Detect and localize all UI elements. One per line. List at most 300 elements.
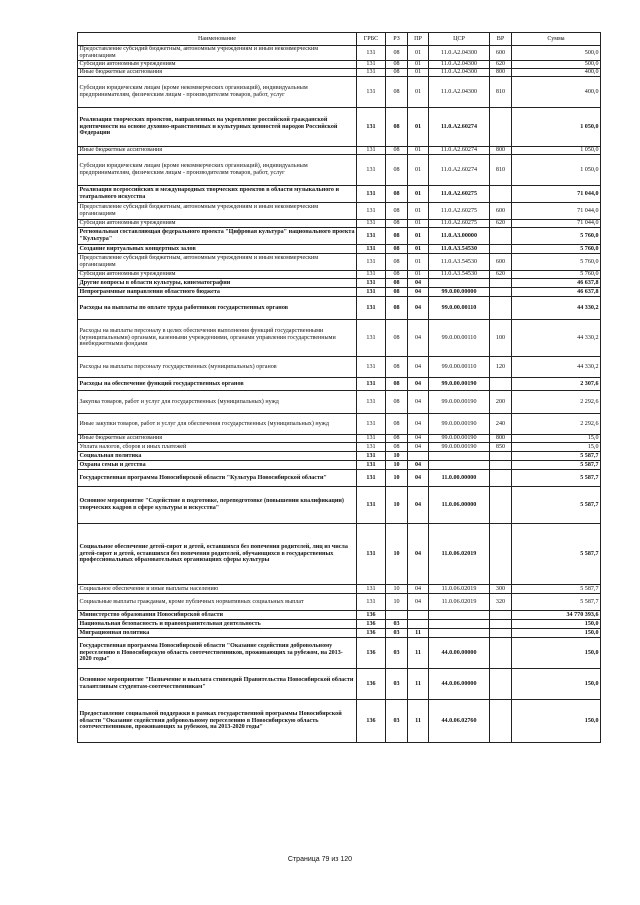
cell-name: Предоставление субсидий бюджетным, автономным учреждениям и иным некоммерческим организациям	[78, 203, 357, 220]
cell-grbs: 131	[357, 271, 386, 279]
cell-rz: 03	[386, 669, 408, 700]
cell-rz: 10	[386, 461, 408, 470]
cell-rz: 08	[386, 228, 408, 245]
cell-grbs: 131	[357, 254, 386, 271]
cell-sum: 46 637,8	[512, 288, 601, 297]
cell-vr	[490, 487, 512, 524]
table-header-row	[78, 33, 601, 46]
table-row	[78, 69, 601, 77]
cell-vr	[490, 524, 512, 585]
cell-grbs: 131	[357, 228, 386, 245]
cell-pr	[408, 452, 429, 461]
cell-grbs: 131	[357, 378, 386, 391]
cell-csr: 11.0.06.02019	[429, 524, 490, 585]
table-row	[78, 245, 601, 254]
cell-grbs: 131	[357, 288, 386, 297]
cell-pr: 01	[408, 254, 429, 271]
table-row	[78, 203, 601, 220]
cell-name: Предоставление социальной поддержки в рамках государственной программы Новосибирской области "Оказание содействия добровольному переселению в Новосибирскую область соотечественников, проживающих за рубежом, на 2013-2020 годы"	[78, 700, 357, 743]
cell-sum: 5 760,0	[512, 254, 601, 271]
cell-sum: 150,0	[512, 629, 601, 638]
cell-csr: 11.0.A2.60275	[429, 186, 490, 203]
col-header-sum: Сумма	[512, 33, 601, 46]
cell-name: Расходы на обеспечение функций государственных органов	[78, 378, 357, 391]
cell-vr	[490, 620, 512, 629]
cell-pr: 04	[408, 470, 429, 487]
cell-sum: 71 044,0	[512, 186, 601, 203]
cell-csr: 99.0.00.00110	[429, 357, 490, 378]
cell-csr: 99.0.00.00190	[429, 391, 490, 414]
cell-sum: 15,0	[512, 435, 601, 443]
cell-name: Иные бюджетные ассигнования	[78, 435, 357, 443]
cell-sum: 5 587,7	[512, 594, 601, 611]
cell-vr	[490, 611, 512, 620]
cell-grbs: 131	[357, 61, 386, 69]
col-header-rz: РЗ	[386, 33, 408, 46]
cell-csr: 99.0.00.00190	[429, 435, 490, 443]
cell-sum: 2 292,6	[512, 414, 601, 435]
cell-grbs: 131	[357, 524, 386, 585]
cell-pr: 04	[408, 435, 429, 443]
cell-name: Субсидии автономным учреждениям	[78, 271, 357, 279]
cell-vr	[490, 297, 512, 320]
cell-name: Другие вопросы в области культуры, кинематографии	[78, 279, 357, 288]
cell-rz: 10	[386, 585, 408, 594]
cell-sum: 1 050,0	[512, 108, 601, 147]
cell-pr: 04	[408, 487, 429, 524]
cell-pr: 01	[408, 46, 429, 61]
cell-rz: 08	[386, 245, 408, 254]
table-row	[78, 378, 601, 391]
cell-csr	[429, 620, 490, 629]
cell-grbs: 131	[357, 69, 386, 77]
cell-pr: 01	[408, 186, 429, 203]
cell-rz: 03	[386, 638, 408, 669]
cell-sum: 44 330,2	[512, 320, 601, 357]
cell-name: Субсидии автономным учреждениям	[78, 61, 357, 69]
cell-pr: 11	[408, 638, 429, 669]
cell-sum: 5 587,7	[512, 452, 601, 461]
table-row	[78, 46, 601, 61]
cell-pr: 01	[408, 147, 429, 155]
cell-vr: 800	[490, 435, 512, 443]
cell-pr	[408, 620, 429, 629]
cell-name: Предоставление субсидий бюджетным, автономным учреждениям и иным некоммерческим организациям	[78, 46, 357, 61]
cell-name: Охрана семьи и детства	[78, 461, 357, 470]
table-row	[78, 320, 601, 357]
cell-name: Субсидии юридическим лицам (кроме некоммерческих организаций), индивидуальным предпринимателям, физическим лицам - производителям товаров, работ, услуг	[78, 155, 357, 186]
cell-sum: 150,0	[512, 700, 601, 743]
cell-csr: 11.0.A2.60274	[429, 108, 490, 147]
cell-rz: 08	[386, 271, 408, 279]
cell-name: Министерство образования Новосибирской области	[78, 611, 357, 620]
cell-pr: 04	[408, 594, 429, 611]
cell-grbs: 136	[357, 611, 386, 620]
cell-grbs: 131	[357, 155, 386, 186]
cell-sum: 34 770 393,6	[512, 611, 601, 620]
cell-csr: 99.0.00.00190	[429, 414, 490, 435]
cell-sum: 5 760,0	[512, 228, 601, 245]
cell-vr	[490, 279, 512, 288]
cell-grbs: 131	[357, 77, 386, 108]
cell-name: Национальная безопасность и правоохранительная деятельность	[78, 620, 357, 629]
cell-rz: 08	[386, 77, 408, 108]
cell-vr: 320	[490, 594, 512, 611]
cell-rz: 10	[386, 470, 408, 487]
cell-pr: 11	[408, 669, 429, 700]
cell-name: Иные бюджетные ассигнования	[78, 147, 357, 155]
cell-pr: 01	[408, 155, 429, 186]
cell-vr	[490, 470, 512, 487]
table-row	[78, 155, 601, 186]
cell-vr: 850	[490, 443, 512, 452]
cell-sum: 400,0	[512, 69, 601, 77]
table-row	[78, 220, 601, 228]
cell-rz: 08	[386, 61, 408, 69]
cell-sum: 5 587,7	[512, 585, 601, 594]
table-row	[78, 487, 601, 524]
cell-vr	[490, 288, 512, 297]
cell-sum: 400,0	[512, 77, 601, 108]
cell-csr: 99.0.00.00190	[429, 443, 490, 452]
cell-vr	[490, 461, 512, 470]
cell-sum: 5 760,0	[512, 245, 601, 254]
cell-grbs: 131	[357, 585, 386, 594]
cell-vr: 600	[490, 46, 512, 61]
table-row	[78, 254, 601, 271]
cell-name: Основное мероприятие "Содействие в подготовке, переподготовке (повышении квалификации) творческих кадров в сфере культуры и искусства"	[78, 487, 357, 524]
cell-grbs: 131	[357, 461, 386, 470]
cell-name: Иные закупки товаров, работ и услуг для обеспечения государственных (муниципальных) нужд	[78, 414, 357, 435]
cell-rz: 08	[386, 203, 408, 220]
cell-sum: 2 292,6	[512, 391, 601, 414]
cell-sum: 5 587,7	[512, 470, 601, 487]
cell-csr	[429, 629, 490, 638]
cell-pr: 04	[408, 524, 429, 585]
cell-pr: 01	[408, 77, 429, 108]
cell-sum: 2 307,6	[512, 378, 601, 391]
cell-rz: 08	[386, 46, 408, 61]
cell-pr: 04	[408, 279, 429, 288]
cell-rz: 10	[386, 594, 408, 611]
cell-csr	[429, 279, 490, 288]
cell-name: Социальное обеспечение и иные выплаты населению	[78, 585, 357, 594]
cell-csr: 99.0.00.00110	[429, 297, 490, 320]
cell-csr: 11.0.A2.60275	[429, 203, 490, 220]
cell-csr: 11.0.A3.54530	[429, 245, 490, 254]
cell-grbs: 131	[357, 46, 386, 61]
cell-csr: 44.0.06.02760	[429, 700, 490, 743]
cell-rz: 03	[386, 620, 408, 629]
cell-pr: 01	[408, 69, 429, 77]
cell-rz: 08	[386, 254, 408, 271]
cell-csr: 11.0.06.02019	[429, 594, 490, 611]
cell-csr: 11.0.00.00000	[429, 470, 490, 487]
table-row	[78, 186, 601, 203]
cell-grbs: 131	[357, 245, 386, 254]
cell-csr: 11.0.A3.54530	[429, 271, 490, 279]
cell-vr: 620	[490, 271, 512, 279]
cell-csr: 11.0.A3.00000	[429, 228, 490, 245]
cell-grbs: 131	[357, 186, 386, 203]
cell-name: Государственная программа Новосибирской области "Оказание содействия добровольному переселению в Новосибирскую область соотечественников, проживающих за рубежом, на 2013-2020 годы"	[78, 638, 357, 669]
table-row	[78, 594, 601, 611]
cell-rz: 08	[386, 443, 408, 452]
cell-pr: 11	[408, 629, 429, 638]
col-header-vr: ВР	[490, 33, 512, 46]
cell-grbs: 131	[357, 203, 386, 220]
cell-name: Закупка товаров, работ и услуг для государственных (муниципальных) нужд	[78, 391, 357, 414]
cell-rz: 08	[386, 69, 408, 77]
cell-vr	[490, 669, 512, 700]
cell-rz: 08	[386, 320, 408, 357]
cell-rz: 03	[386, 700, 408, 743]
cell-csr	[429, 461, 490, 470]
cell-name: Расходы на выплаты по оплате труда работников государственных органов	[78, 297, 357, 320]
table-row	[78, 669, 601, 700]
cell-name: Реализация творческих проектов, направленных на укрепление российской гражданской идентичности на основе духовно-нравственных и культурных ценностей народов Российской Федерации	[78, 108, 357, 147]
cell-pr: 04	[408, 585, 429, 594]
cell-pr: 04	[408, 414, 429, 435]
cell-csr: 11.0.06.02019	[429, 585, 490, 594]
cell-name: Непрограммные направления областного бюджета	[78, 288, 357, 297]
cell-rz: 08	[386, 414, 408, 435]
cell-grbs: 136	[357, 700, 386, 743]
cell-grbs: 131	[357, 391, 386, 414]
cell-rz: 10	[386, 524, 408, 585]
cell-sum: 5 587,7	[512, 487, 601, 524]
table-row	[78, 452, 601, 461]
cell-name: Социальная политика	[78, 452, 357, 461]
cell-name: Расходы на выплаты персоналу в целях обеспечения выполнения функций государственными (муниципальными) органами, казенными учреждениями, органами управления государственными внебюджетными фондами	[78, 320, 357, 357]
cell-sum: 5 587,7	[512, 461, 601, 470]
cell-grbs: 131	[357, 452, 386, 461]
cell-sum: 15,0	[512, 443, 601, 452]
cell-csr: 11.0.A2.04300	[429, 61, 490, 69]
table-row	[78, 470, 601, 487]
cell-vr: 300	[490, 585, 512, 594]
table-row	[78, 435, 601, 443]
cell-sum: 44 330,2	[512, 357, 601, 378]
cell-sum: 44 330,2	[512, 297, 601, 320]
cell-csr: 99.0.00.00110	[429, 320, 490, 357]
cell-pr: 01	[408, 228, 429, 245]
cell-grbs: 131	[357, 220, 386, 228]
cell-pr: 04	[408, 391, 429, 414]
table-row	[78, 700, 601, 743]
cell-grbs: 131	[357, 147, 386, 155]
table-row	[78, 461, 601, 470]
cell-grbs: 131	[357, 594, 386, 611]
table-row	[78, 228, 601, 245]
cell-rz: 08	[386, 147, 408, 155]
cell-sum: 500,0	[512, 61, 601, 69]
cell-grbs: 136	[357, 620, 386, 629]
cell-pr: 01	[408, 245, 429, 254]
table-row	[78, 297, 601, 320]
table-row	[78, 279, 601, 288]
table-row	[78, 147, 601, 155]
cell-vr	[490, 638, 512, 669]
cell-csr: 11.0.A2.04300	[429, 69, 490, 77]
cell-grbs: 131	[357, 414, 386, 435]
cell-rz: 08	[386, 155, 408, 186]
cell-pr: 04	[408, 288, 429, 297]
cell-pr: 01	[408, 108, 429, 147]
cell-rz: 08	[386, 108, 408, 147]
cell-pr: 01	[408, 271, 429, 279]
cell-name: Социальное обеспечение детей-сирот и детей, оставшихся без попечения родителей, лиц из числа детей-сирот и детей, оставшихся без попечения родителей, обучающихся в государственных профессиональных образовательных организациях сферы культуры	[78, 524, 357, 585]
table-row	[78, 611, 601, 620]
cell-pr: 04	[408, 378, 429, 391]
cell-csr: 11.0.A3.54530	[429, 254, 490, 271]
cell-vr: 620	[490, 61, 512, 69]
cell-name: Региональная составляющая федерального проекта "Цифровая культура" национального проекта "Культура"	[78, 228, 357, 245]
cell-csr	[429, 611, 490, 620]
cell-pr: 04	[408, 357, 429, 378]
cell-name: Создание виртуальных концертных залов	[78, 245, 357, 254]
cell-vr: 600	[490, 203, 512, 220]
cell-grbs: 131	[357, 435, 386, 443]
cell-vr	[490, 245, 512, 254]
cell-grbs: 136	[357, 669, 386, 700]
cell-grbs: 131	[357, 279, 386, 288]
cell-name: Субсидии юридическим лицам (кроме некоммерческих организаций), индивидуальным предпринимателям, физическим лицам - производителям товаров, работ, услуг	[78, 77, 357, 108]
cell-vr	[490, 700, 512, 743]
cell-grbs: 131	[357, 108, 386, 147]
col-header-csr: ЦСР	[429, 33, 490, 46]
cell-sum: 500,0	[512, 46, 601, 61]
cell-rz: 08	[386, 357, 408, 378]
cell-vr	[490, 629, 512, 638]
cell-name: Расходы на выплаты персоналу государственных (муниципальных) органов	[78, 357, 357, 378]
cell-pr: 04	[408, 461, 429, 470]
cell-csr: 11.0.06.00000	[429, 487, 490, 524]
cell-pr: 01	[408, 220, 429, 228]
cell-pr: 01	[408, 203, 429, 220]
cell-csr: 44.0.00.00000	[429, 638, 490, 669]
cell-grbs: 131	[357, 357, 386, 378]
cell-grbs: 136	[357, 638, 386, 669]
cell-name: Субсидии автономным учреждениям	[78, 220, 357, 228]
table-row	[78, 61, 601, 69]
cell-name: Уплата налогов, сборов и иных платежей	[78, 443, 357, 452]
cell-pr: 01	[408, 61, 429, 69]
cell-rz: 08	[386, 435, 408, 443]
cell-grbs: 131	[357, 470, 386, 487]
cell-vr: 100	[490, 320, 512, 357]
cell-rz: 10	[386, 452, 408, 461]
cell-pr: 04	[408, 320, 429, 357]
cell-grbs: 136	[357, 629, 386, 638]
cell-vr	[490, 108, 512, 147]
cell-vr: 200	[490, 391, 512, 414]
table-row	[78, 108, 601, 147]
cell-csr: 44.0.06.00000	[429, 669, 490, 700]
cell-vr	[490, 452, 512, 461]
cell-rz: 08	[386, 279, 408, 288]
cell-sum: 1 050,0	[512, 147, 601, 155]
table-row	[78, 524, 601, 585]
table-row	[78, 443, 601, 452]
page-number: Страница 79 из 120	[287, 856, 353, 863]
table-row	[78, 391, 601, 414]
budget-table	[77, 32, 601, 743]
cell-rz: 08	[386, 378, 408, 391]
table-row	[78, 629, 601, 638]
cell-name: Социальные выплаты гражданам, кроме публичных нормативных социальных выплат	[78, 594, 357, 611]
cell-sum: 1 050,0	[512, 155, 601, 186]
table-row	[78, 288, 601, 297]
budget-sheet	[77, 32, 600, 743]
cell-grbs: 131	[357, 443, 386, 452]
cell-grbs: 131	[357, 487, 386, 524]
cell-grbs: 131	[357, 297, 386, 320]
cell-vr: 800	[490, 147, 512, 155]
cell-pr: 04	[408, 297, 429, 320]
cell-name: Предоставление субсидий бюджетным, автономным учреждениям и иным некоммерческим организациям	[78, 254, 357, 271]
cell-rz: 10	[386, 487, 408, 524]
cell-sum: 46 637,8	[512, 279, 601, 288]
cell-sum: 5 760,0	[512, 271, 601, 279]
cell-name: Основное мероприятие "Назначение и выплата стипендий Правительства Новосибирской области талантливым студентам-соотечественникам"	[78, 669, 357, 700]
cell-vr: 600	[490, 254, 512, 271]
cell-name: Миграционная политика	[78, 629, 357, 638]
cell-rz: 08	[386, 391, 408, 414]
cell-rz: 08	[386, 297, 408, 320]
cell-csr	[429, 452, 490, 461]
cell-vr: 620	[490, 220, 512, 228]
cell-rz: 08	[386, 220, 408, 228]
cell-name: Иные бюджетные ассигнования	[78, 69, 357, 77]
table-row	[78, 638, 601, 669]
cell-sum: 71 044,0	[512, 203, 601, 220]
col-header-name: Наименование	[78, 33, 357, 46]
cell-vr: 810	[490, 155, 512, 186]
cell-grbs: 131	[357, 320, 386, 357]
table-row	[78, 585, 601, 594]
col-header-grbs: ГРБС	[357, 33, 386, 46]
cell-csr: 11.0.A2.04300	[429, 77, 490, 108]
cell-pr	[408, 611, 429, 620]
cell-vr	[490, 228, 512, 245]
cell-pr: 04	[408, 443, 429, 452]
cell-vr: 800	[490, 69, 512, 77]
cell-csr: 11.0.A2.60274	[429, 155, 490, 186]
table-row	[78, 620, 601, 629]
table-row	[78, 357, 601, 378]
cell-vr	[490, 378, 512, 391]
cell-vr: 120	[490, 357, 512, 378]
cell-name: Реализация всероссийских и международных творческих проектов в области музыкального и театрального искусства	[78, 186, 357, 203]
table-row	[78, 77, 601, 108]
cell-csr: 11.0.A2.60275	[429, 220, 490, 228]
cell-sum: 71 044,0	[512, 220, 601, 228]
cell-csr: 99.0.00.00190	[429, 378, 490, 391]
cell-pr: 11	[408, 700, 429, 743]
cell-rz: 08	[386, 288, 408, 297]
cell-vr: 810	[490, 77, 512, 108]
cell-sum: 150,0	[512, 669, 601, 700]
cell-sum: 150,0	[512, 638, 601, 669]
col-header-pr: ПР	[408, 33, 429, 46]
cell-csr: 11.0.A2.04300	[429, 46, 490, 61]
table-row	[78, 271, 601, 279]
cell-name: Государственная программа Новосибирской области "Культура Новосибирской области"	[78, 470, 357, 487]
cell-sum: 5 587,7	[512, 524, 601, 585]
cell-vr: 240	[490, 414, 512, 435]
cell-csr: 99.0.00.00000	[429, 288, 490, 297]
